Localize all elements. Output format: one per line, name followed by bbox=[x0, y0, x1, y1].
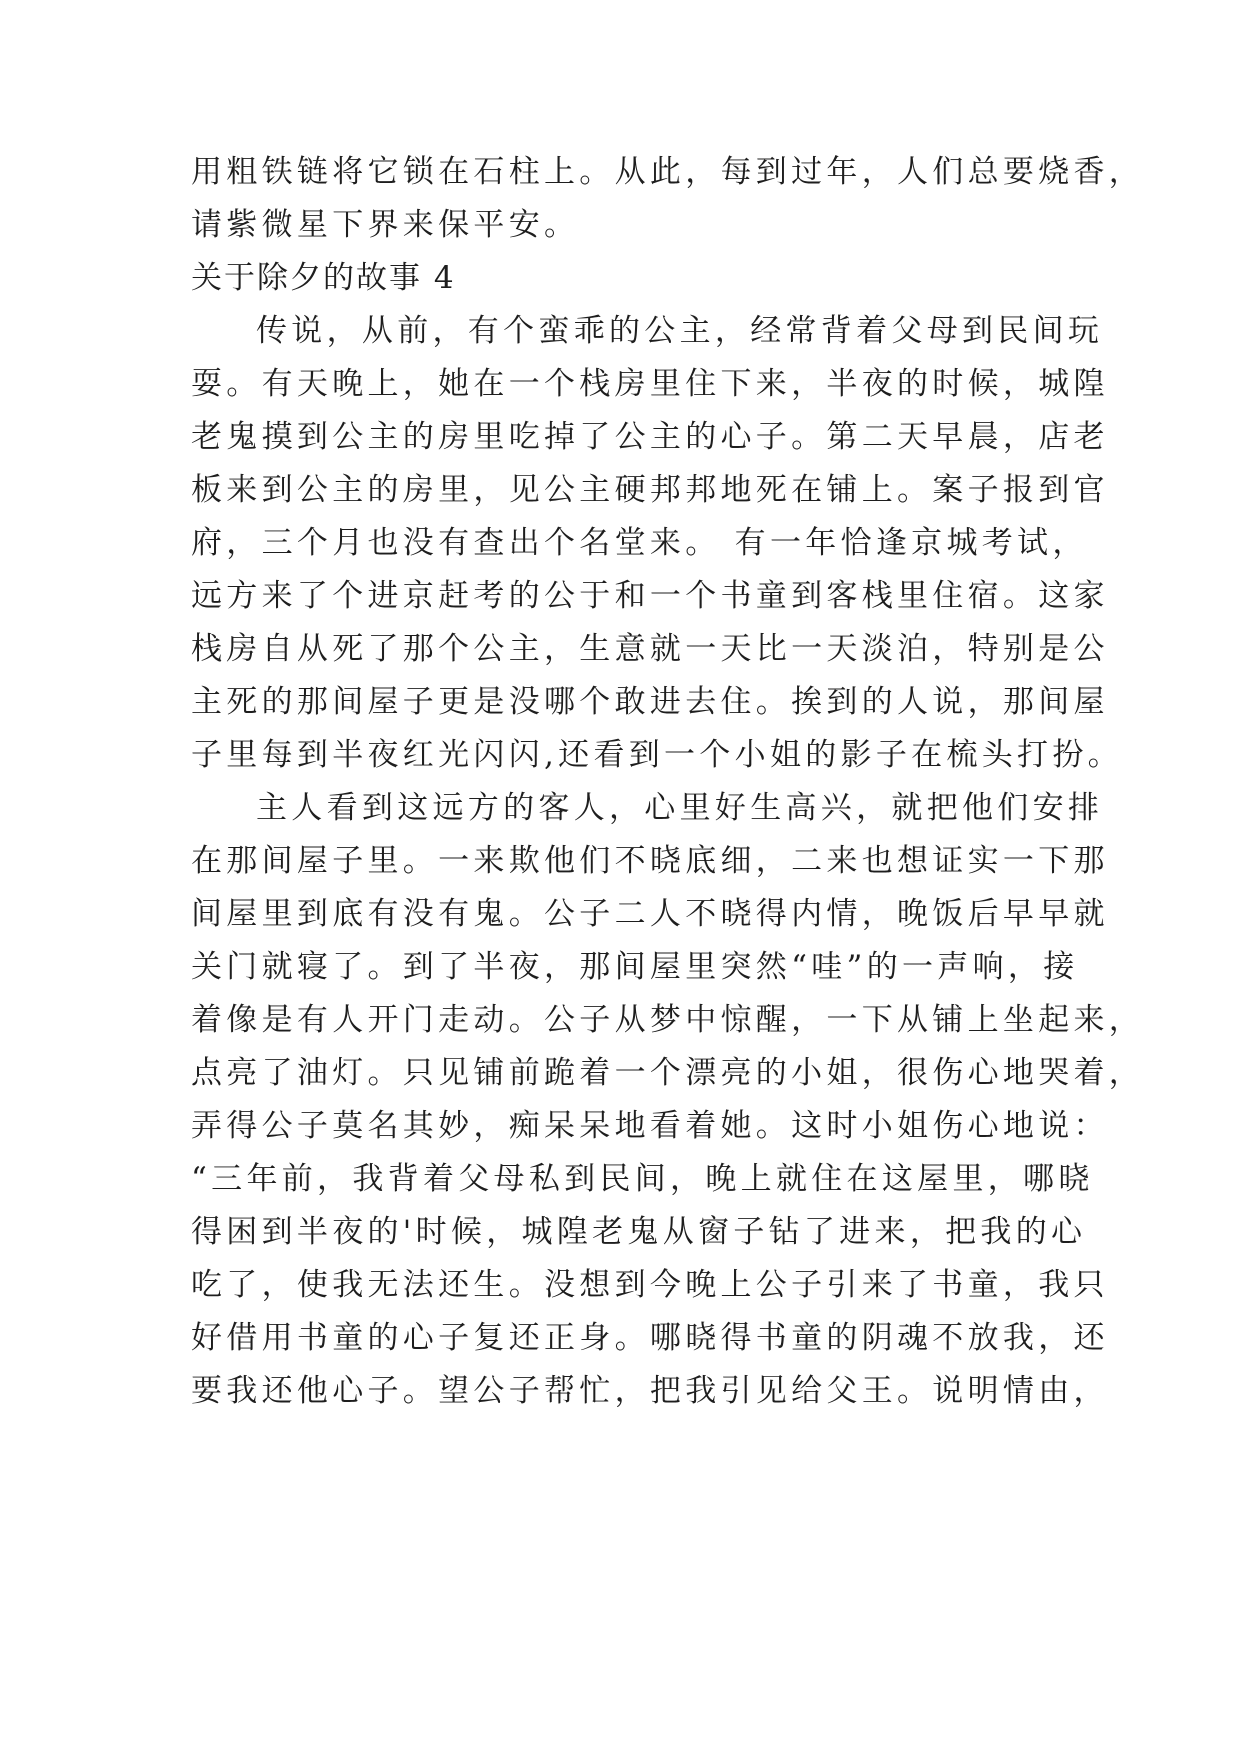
text-line: 弄得公子莫名其妙，痴呆呆地看着她。这时小姐伤心地说： bbox=[191, 1108, 1109, 1144]
text-line: 子里每到半夜红光闪闪,还看到一个小姐的影子在梳头打扮。 bbox=[191, 737, 1123, 773]
text-line: 吃了，使我无法还生。没想到今晚上公子引来了书童，我只 bbox=[191, 1267, 1109, 1303]
text-line: 间屋里到底有没有鬼。公子二人不晓得内情，晚饭后早早就 bbox=[191, 896, 1109, 932]
paragraph-first-line: 主人看到这远方的客人，心里好生高兴，就把他们安排 bbox=[256, 790, 1104, 826]
text-line: 远方来了个进京赶考的公于和一个书童到客栈里住宿。这家 bbox=[191, 578, 1109, 614]
text-line: 点亮了油灯。只见铺前跪着一个漂亮的小姐，很伤心地哭着， bbox=[191, 1055, 1145, 1091]
text-line: 府，三个月也没有查出个名堂来。 有一年恰逢京城考试， bbox=[191, 525, 1088, 561]
text-line: 得困到半夜的'时候，城隍老鬼从窗子钻了进来，把我的心 bbox=[191, 1214, 1087, 1250]
text-line: “三年前，我背着父母私到民间，晚上就住在这屋里，哪晓 bbox=[191, 1161, 1094, 1197]
text-line: 栈房自从死了那个公主，生意就一天比一天淡泊，特别是公 bbox=[191, 631, 1109, 667]
text-line: 在那间屋子里。一来欺他们不晓底细，二来也想证实一下那 bbox=[191, 843, 1109, 879]
paragraph-first-line: 传说，从前，有个蛮乖的公主，经常背着父母到民间玩 bbox=[256, 313, 1104, 349]
text-line: 用粗铁链将它锁在石柱上。从此，每到过年，人们总要烧香， bbox=[191, 154, 1145, 190]
text-line: 请紫微星下界来保平安。 bbox=[191, 207, 580, 243]
text-line: 着像是有人开门走动。公子从梦中惊醒，一下从铺上坐起来， bbox=[191, 1002, 1145, 1038]
text-line: 主死的那间屋子更是没哪个敢进去住。挨到的人说，那间屋 bbox=[191, 684, 1109, 720]
text-line: 耍。有天晚上，她在一个栈房里住下来，半夜的时候，城隍 bbox=[191, 366, 1109, 402]
text-line: 板来到公主的房里，见公主硬邦邦地死在铺上。案子报到官 bbox=[191, 472, 1109, 508]
text-line: 好借用书童的心子复还正身。哪晓得书童的阴魂不放我，还 bbox=[191, 1320, 1109, 1356]
text-line: 老鬼摸到公主的房里吃掉了公主的心子。第二天早晨，店老 bbox=[191, 419, 1109, 455]
text-line: 要我还他心子。望公子帮忙，把我引见给父王。说明情由， bbox=[191, 1373, 1109, 1409]
section-heading: 关于除夕的故事 4 bbox=[191, 260, 456, 296]
text-line: 关门就寝了。到了半夜，那间屋里突然“哇”的一声响，接 bbox=[191, 949, 1079, 985]
